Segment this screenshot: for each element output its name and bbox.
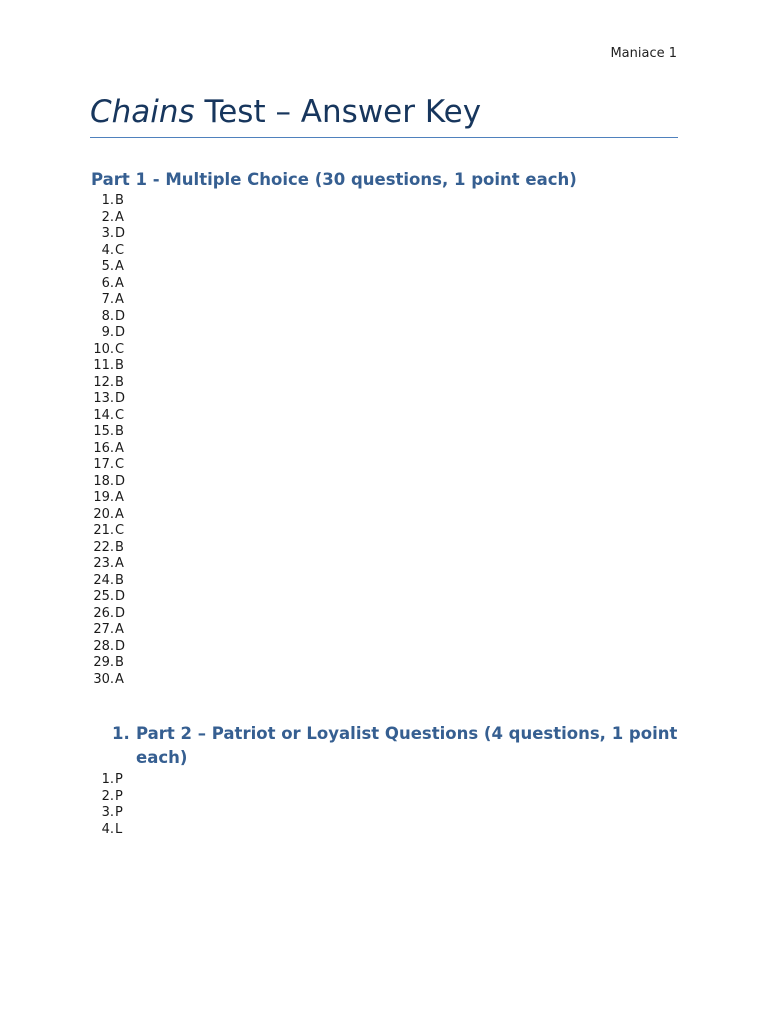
item-number: 2. [101,788,114,804]
list-item [92,589,125,606]
item-number: 17. [93,457,114,472]
list-item [92,342,125,359]
part1-heading: Part 1 - Multiple Choice (30 questions, 1 point each) [91,170,577,189]
item-answer: B [115,655,124,670]
list-item [92,805,123,822]
item-number: 3. [101,805,114,820]
item-answer: B [115,424,124,439]
list-item [92,309,125,326]
list-item [92,292,125,309]
list-item [92,622,125,639]
item-answer: D [115,605,126,621]
page-header: Maniace 1 [610,46,677,61]
item-answer: D [115,391,126,406]
item-number: 16. [93,440,114,456]
list-item [92,523,125,540]
item-answer: C [115,341,125,357]
item-answer: B [115,572,124,588]
item-number: 11. [93,358,114,373]
list-item [92,606,125,623]
item-answer: P [115,788,123,804]
list-item [92,655,125,672]
item-answer: D [115,308,126,324]
item-number: 12. [93,374,114,390]
item-answer: A [115,490,124,505]
item-answer: C [115,457,125,472]
list-item [92,556,125,573]
list-item [92,391,125,408]
list-item [92,358,125,375]
part1-answer-list [92,193,125,688]
list-item [92,822,123,839]
list-item [92,325,125,342]
list-item [92,226,125,243]
item-number: 14. [93,407,114,423]
item-answer: C [115,523,125,538]
item-number: 4. [101,242,114,258]
item-number: 23. [93,556,114,571]
item-number: 19. [93,490,114,505]
list-item [92,424,125,441]
item-number: 7. [101,292,114,307]
item-number: 4. [101,821,114,837]
list-item [92,772,123,789]
item-answer: B [115,193,124,208]
item-number: 1. [101,193,114,208]
item-number: 28. [93,638,114,654]
item-answer: P [115,805,123,820]
list-item [92,276,125,293]
list-item [92,639,125,656]
item-number: 13. [93,391,114,406]
item-number: 10. [93,341,114,357]
item-number: 5. [101,259,114,274]
item-answer: D [115,325,126,340]
list-item [92,408,125,425]
list-item [92,573,125,590]
item-answer: C [115,242,125,258]
item-answer: D [115,589,126,604]
item-number: 18. [93,473,114,489]
part2-heading-text: Part 2 – Patriot or Loyalist Questions (4 questions, 1 point each) [136,724,678,767]
item-number: 26. [93,605,114,621]
list-item [92,540,125,557]
item-number: 1. [101,772,114,787]
item-answer: A [115,622,124,637]
item-answer: C [115,407,125,423]
title-divider [90,137,678,138]
item-number: 25. [93,589,114,604]
part2-heading-number: 1. [112,724,130,743]
item-answer: L [115,821,123,837]
list-item [92,375,125,392]
item-answer: A [115,506,124,522]
item-number: 24. [93,572,114,588]
item-answer: D [115,226,126,241]
list-item [92,193,125,210]
item-number: 15. [93,424,114,439]
item-number: 21. [93,523,114,538]
item-number: 27. [93,622,114,637]
list-item [92,507,125,524]
list-item [92,210,125,227]
item-number: 30. [93,671,114,687]
item-number: 9. [101,325,114,340]
item-answer: P [115,772,123,787]
title-rest: Test – Answer Key [194,94,482,130]
item-number: 6. [101,275,114,291]
item-answer: A [115,275,124,291]
item-answer: A [115,259,124,274]
item-answer: A [115,671,124,687]
page-title [90,92,481,132]
list-item [92,243,125,260]
item-number: 3. [101,226,114,241]
part2-heading [112,722,682,770]
item-answer: B [115,374,124,390]
part2-answer-list [92,772,123,838]
item-number: 8. [101,308,114,324]
item-answer: A [115,556,124,571]
list-item [92,441,125,458]
title-italic: Chains [90,94,195,130]
item-answer: D [115,638,126,654]
list-item [92,457,125,474]
item-number: 22. [93,539,114,555]
item-answer: B [115,539,124,555]
item-answer: D [115,473,126,489]
list-item [92,789,123,806]
item-answer: A [115,292,124,307]
list-item [92,672,125,689]
list-item [92,474,125,491]
item-number: 20. [93,506,114,522]
item-answer: A [115,440,124,456]
item-number: 2. [101,209,114,225]
item-number: 29. [93,655,114,670]
list-item [92,490,125,507]
item-answer: A [115,209,124,225]
list-item [92,259,125,276]
item-answer: B [115,358,124,373]
